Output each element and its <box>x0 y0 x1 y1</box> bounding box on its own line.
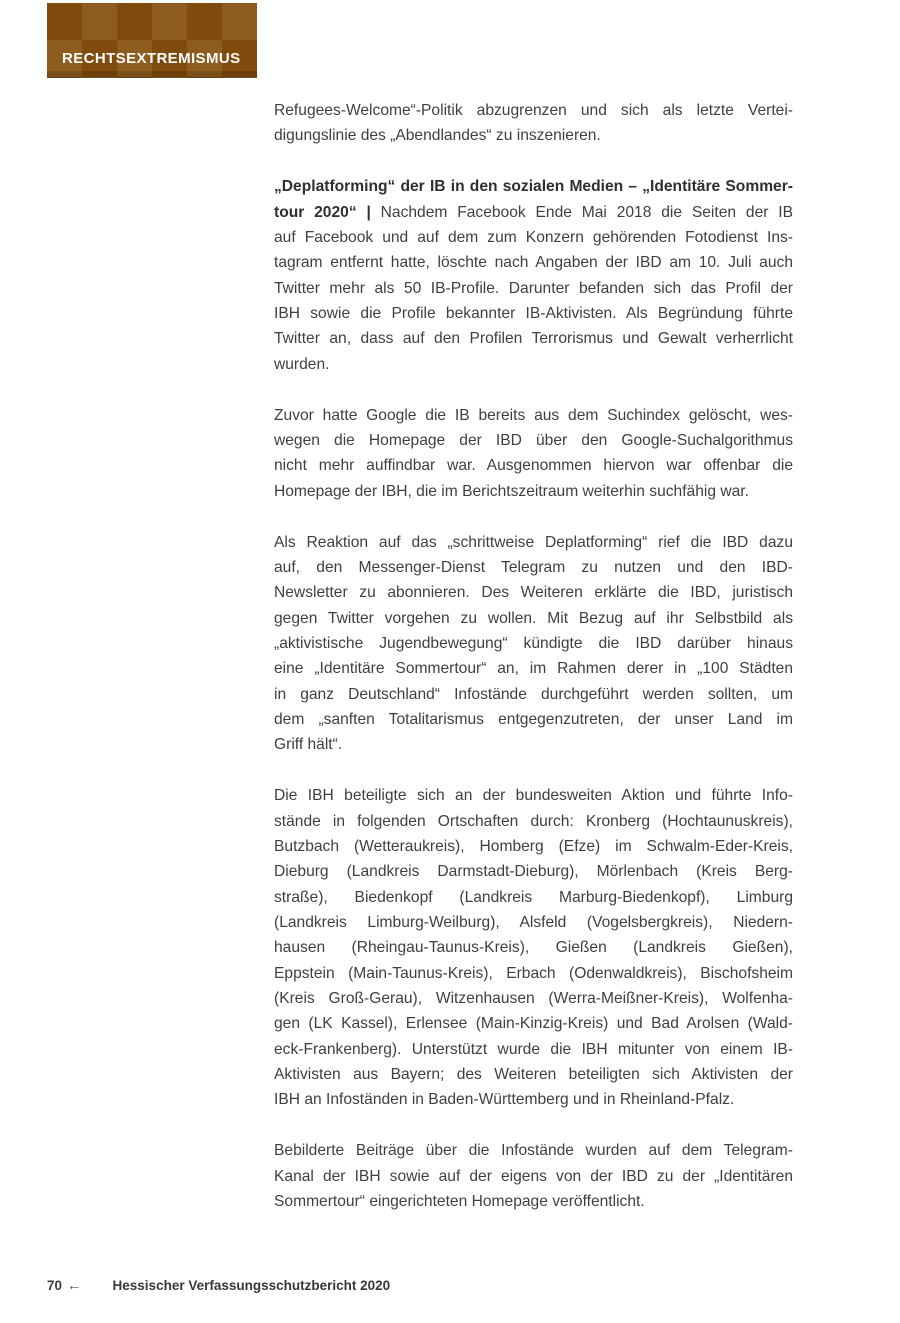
text-line <box>274 225 793 250</box>
text-segment: Sommertour“ eingerichteten Homepage veröffentlicht. <box>274 1193 645 1211</box>
paragraph <box>274 403 793 504</box>
text-line <box>274 1138 793 1163</box>
text-segment: auf Facebook und auf dem zum Konzern gehörenden Fotodienst Ins- <box>274 228 793 246</box>
text-segment: stände in folgenden Ortschaften durch: Kronberg (Hochtaunuskreis), <box>274 812 793 830</box>
text-line <box>274 1062 793 1087</box>
text-line <box>274 250 793 275</box>
text-segment: auf, den Messenger-Dienst Telegram zu nutzen und den IBD- <box>274 558 793 576</box>
text-line <box>274 1087 793 1112</box>
text-segment: IBH sowie die Profile bekannter IB-Aktivisten. Als Begründung führte <box>274 305 793 322</box>
text-line <box>274 783 793 808</box>
text-segment: Refugees-Welcome“-Politik abzugrenzen und sich als letzte Vertei- <box>274 102 793 119</box>
text-line <box>274 809 793 834</box>
text-line <box>274 555 793 580</box>
text-segment: Homepage der IBH, die im Berichtszeitraum weiterhin suchfähig war. <box>274 482 749 500</box>
text-line <box>274 403 793 428</box>
text-line <box>274 352 793 377</box>
page-footer <box>47 1278 390 1294</box>
bold-text-segment: tour 2020“ | <box>274 203 371 221</box>
text-line <box>274 1011 793 1036</box>
text-line <box>274 453 793 478</box>
text-segment: Butzbach (Wetteraukreis), Homberg (Efze) im Schwalm-Eder-Kreis, <box>274 837 793 855</box>
text-line <box>274 961 793 986</box>
text-segment: Dieburg (Landkreis Darmstadt-Dieburg), Mörlenbach (Kreis Berg- <box>274 863 793 881</box>
text-segment: Aktivisten aus Bayern; des Weiteren beteiligten sich Aktivisten der <box>274 1066 793 1084</box>
text-line <box>274 656 793 681</box>
text-segment: wegen die Homepage der IBD über den Google-Suchalgorithmus <box>274 431 793 449</box>
text-segment: hausen (Rheingau-Taunus-Kreis), Gießen (Landkreis Gießen), <box>274 939 793 957</box>
text-segment: Newsletter zu abonnieren. Des Weiteren erklärte die IBD, juristisch <box>274 584 793 602</box>
article <box>274 98 793 1214</box>
text-line <box>274 1037 793 1062</box>
report-title: Hessischer Verfassungsschutzbericht 2020 <box>112 1278 391 1293</box>
text-line <box>274 682 793 707</box>
text-segment: digungslinie des „Abendlandes“ zu inszenieren. <box>274 127 601 145</box>
text-segment: Kanal der IBH sowie auf der eigens von der IBD zu der „Identitären <box>274 1167 793 1185</box>
text-line <box>274 580 793 605</box>
text-segment: wurden. <box>274 355 330 373</box>
text-segment: gen (LK Kassel), Erlensee (Main-Kinzig-Kreis) und Bad Arolsen (Wald- <box>274 1015 793 1033</box>
text-line <box>274 986 793 1011</box>
text-line <box>274 1164 793 1189</box>
text-segment: straße), Biedenkopf (Landkreis Marburg-Biedenkopf), Limburg <box>274 888 793 906</box>
text-line <box>274 98 793 123</box>
text-line <box>274 123 793 148</box>
paragraph <box>274 1138 793 1214</box>
text-line <box>274 200 793 225</box>
text-segment: Nachdem Facebook Ende Mai 2018 die Seiten der IB <box>370 203 793 221</box>
text-line <box>274 935 793 960</box>
text-segment: Griff hält“. <box>274 736 343 754</box>
text-segment: eine „Identitäre Sommertour“ an, im Rahmen derer in „100 Städten <box>274 660 793 678</box>
text-line <box>274 326 793 351</box>
text-line <box>274 707 793 732</box>
text-line <box>274 428 793 453</box>
text-line <box>274 1189 793 1214</box>
text-line <box>274 276 793 301</box>
text-segment: (Kreis Groß-Gerau), Witzenhausen (Werra-Meißner-Kreis), Wolfenha- <box>274 990 793 1008</box>
text-segment: „aktivistische Jugendbewegung“ kündigte die IBD darüber hinaus <box>274 634 793 652</box>
text-line <box>274 859 793 884</box>
page-number: 70 <box>47 1278 63 1293</box>
text-line <box>274 479 793 504</box>
text-segment: Eppstein (Main-Taunus-Kreis), Erbach (Odenwaldkreis), Bischofsheim <box>274 964 793 982</box>
bold-text-segment: „Deplatforming“ der IB in den sozialen Medien – „Identitäre Sommer- <box>274 178 793 196</box>
text-line <box>274 834 793 859</box>
text-segment: Zuvor hatte Google die IB bereits aus dem Suchindex gelöscht, wes- <box>274 406 793 424</box>
text-segment: Twitter mehr als 50 IB-Profile. Darunter befanden sich das Profil der <box>274 279 793 297</box>
text-line <box>274 732 793 757</box>
text-line <box>274 301 793 326</box>
text-line <box>274 606 793 631</box>
text-line <box>274 174 793 199</box>
text-segment: eck-Frankenberg). Unterstützt wurde die IBH mitunter von einem IB- <box>274 1040 793 1058</box>
text-segment: (Landkreis Limburg-Weilburg), Alsfeld (Vogelsbergkreis), Niedern- <box>274 914 793 931</box>
text-segment: nicht mehr auffindbar war. Ausgenommen hiervon war offenbar die <box>274 457 793 475</box>
text-segment: gegen Twitter vorgehen zu wollen. Mit Bezug auf ihr Selbstbild als <box>274 609 793 627</box>
paragraph <box>274 783 793 1112</box>
text-segment: Twitter an, dass auf den Profilen Terrorismus und Gewalt verherrlicht <box>274 330 793 348</box>
text-line <box>274 530 793 555</box>
text-segment: Als Reaktion auf das „schrittweise Deplatforming“ rief die IBD dazu <box>274 533 793 551</box>
text-line <box>274 631 793 656</box>
text-line <box>274 885 793 910</box>
left-arrow-icon: ← <box>67 1278 82 1294</box>
text-segment: in ganz Deutschland“ Infostände durchgeführt werden sollten, um <box>274 685 793 703</box>
paragraph <box>274 174 793 377</box>
text-segment: Die IBH beteiligte sich an der bundesweiten Aktion und führte Info- <box>274 787 793 805</box>
text-segment: IBH an Infoständen in Baden-Württemberg und in Rheinland-Pfalz. <box>274 1091 735 1109</box>
text-segment: tagram entfernt hatte, löschte nach Angaben der IBD am 10. Juli auch <box>274 254 793 272</box>
text-segment: dem „sanften Totalitarismus entgegenzutreten, der unser Land im <box>274 711 793 728</box>
chapter-header-block <box>47 3 257 78</box>
paragraph <box>274 530 793 758</box>
text-segment: Bebilderte Beiträge über die Infostände wurden auf dem Telegram- <box>274 1142 793 1160</box>
chapter-title: RECHTSEXTREMISMUS <box>62 50 241 67</box>
paragraph <box>274 98 793 149</box>
text-line <box>274 910 793 935</box>
